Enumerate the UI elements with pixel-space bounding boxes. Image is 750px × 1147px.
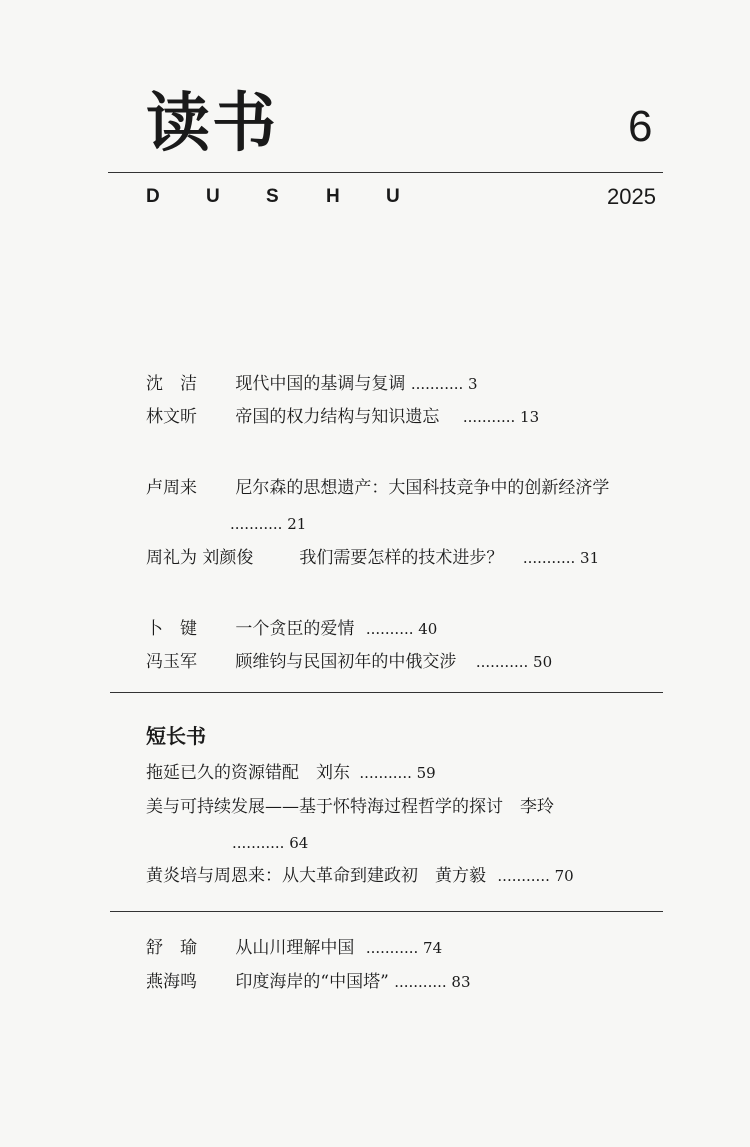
toc-title: 我们需要怎样的技术进步？ [299, 548, 504, 568]
toc-entry[interactable] [146, 374, 478, 394]
toc-title: 从山川理解中国 [235, 938, 355, 958]
toc-entry[interactable] [146, 797, 554, 817]
toc-page: ........... 13 [462, 408, 540, 426]
toc-title: 拖延已久的资源错配 刘东 [146, 763, 350, 783]
toc-title: 尼尔森的思想遗产：大国科技竞争中的创新经济学 [235, 478, 610, 498]
toc-entry[interactable] [146, 619, 437, 639]
toc-title: 一个贪臣的爱情 [235, 619, 355, 639]
toc-page: ........... 70 [497, 867, 574, 885]
pinyin-letter: H [326, 186, 340, 207]
toc-author: 冯玉军 [146, 652, 197, 672]
magazine-title: 读书 [146, 86, 278, 161]
toc-entry[interactable] [146, 866, 574, 886]
toc-entry[interactable] [146, 763, 436, 783]
pinyin-letter: U [206, 186, 220, 207]
section-divider [110, 911, 663, 912]
toc-entry[interactable] [146, 938, 442, 958]
toc-entry[interactable] [146, 548, 599, 568]
issue-year: 2025 [607, 184, 656, 209]
issue-number: 6 [628, 102, 653, 151]
toc-author: 卜 键 [146, 619, 197, 639]
toc-entry[interactable] [146, 407, 539, 427]
toc-entry[interactable] [146, 652, 552, 672]
toc-title: 顾维钧与民国初年的中俄交涉 [235, 652, 457, 672]
toc-title: 帝国的权力结构与知识遗忘 [235, 407, 440, 427]
pinyin-letter: D [146, 186, 160, 207]
toc-title: 美与可持续发展——基于怀特海过程哲学的探讨 李玲 [146, 797, 554, 817]
toc-author: 周礼为 刘颜俊 [146, 548, 254, 568]
toc-page: ........... 64 [232, 834, 309, 852]
masthead-divider [108, 172, 663, 173]
section-divider [110, 692, 663, 693]
toc-title: 现代中国的基调与复调 [235, 374, 406, 394]
toc-page: ........... 21 [230, 515, 307, 533]
toc-page: ........... 59 [359, 764, 436, 782]
toc-author: 林文昕 [146, 407, 197, 427]
pinyin-letter: U [386, 186, 400, 207]
section-heading: 短长书 [146, 724, 206, 748]
toc-page: .......... 40 [365, 620, 438, 638]
toc-author: 沈 洁 [146, 374, 197, 394]
toc-author: 燕海鸣 [146, 972, 197, 992]
toc-page: ........... 50 [475, 653, 553, 671]
toc-title: 印度海岸的“中国塔” [235, 972, 389, 992]
pinyin-letter: S [266, 186, 279, 207]
toc-page: ........... 31 [522, 549, 600, 567]
toc-entry[interactable] [146, 478, 609, 498]
toc-page: ........... 83 [394, 973, 471, 991]
toc-author: 舒 瑜 [146, 938, 197, 958]
toc-title: 黄炎培与周恩来：从大革命到建政初 黄方毅 [146, 866, 486, 886]
toc-page: ........... 3 [410, 375, 478, 393]
toc-author: 卢周来 [146, 478, 197, 498]
magazine-pinyin [146, 186, 446, 208]
toc-page: ........... 74 [365, 939, 443, 957]
toc-entry[interactable] [146, 972, 471, 992]
